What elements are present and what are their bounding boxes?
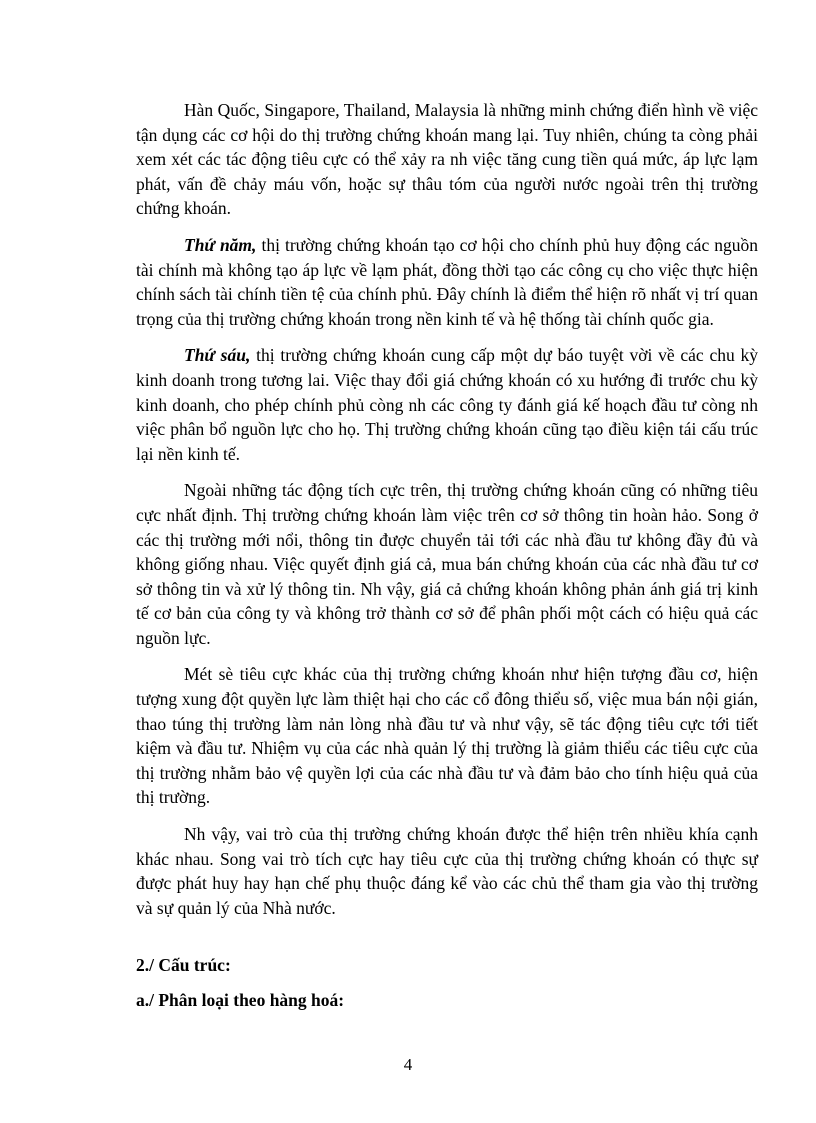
paragraph-negatives — [136, 478, 758, 650]
paragraph-text: thị trường chứng khoán cung cấp một dự báo tuyệt vời về các chu kỳ kinh doanh trong tương lai. Việc thay đổi giá chứng khoán có xu hướng đi trước chu kỳ kinh doanh, cho phép chính phủ còng nh các công ty đánh giá kế hoạch đầu tư còng nh việc phân bổ nguồn lực cho họ. Thị trường chứng khoán cũng tạo điều kiện tái cấu trúc lại nền kinh tế. — [136, 345, 758, 464]
paragraph-lead: Thứ năm, — [184, 234, 257, 255]
subsection-heading: a./ Phân loại theo hàng hoá: — [136, 990, 345, 1010]
page-number: 4 — [403, 1055, 413, 1074]
paragraph-conclusion — [136, 822, 758, 920]
paragraph-fifth — [136, 233, 758, 331]
paragraph-text: thị trường chứng khoán tạo cơ hội cho chính phủ huy động các nguồn tài chính mà không tạo áp lực về lạm phát, đồng thời tạo các công cụ cho việc thực hiện chính sách tài chính tiền tệ của chính phủ. Đây chính là điểm thể hiện rõ nhất vị trí quan trọng của thị trường chứng khoán trong nền kinh tế và hệ thống tài chính quốc gia. — [136, 234, 758, 329]
paragraph-text: Nh vậy, vai trò của thị trường chứng khoán được thể hiện trên nhiều khía cạnh khác nhau. Song vai trò tích cực hay tiêu cực của thị trường chứng khoán có thực sự được phát huy hay hạn chế phụ thuộc đáng kể vào các chủ thể tham gia vào thị trường và sự quản lý của Nhà nước. — [136, 824, 758, 918]
paragraph-other-negatives — [136, 662, 758, 810]
paragraph-lead: Thứ sáu, — [184, 345, 251, 366]
paragraph-examples — [136, 98, 758, 221]
paragraph-text: Hàn Quốc, Singapore, Thailand, Malaysia là những minh chứng điển hình về việc tận dụng các cơ hội do thị trường chứng khoán mang lại. Tuy nhiên, chúng ta còng phải xem xét các tác động tiêu cực có thể xảy ra nh việc tăng cung tiền quá mức, áp lực lạm phát, vấn đề chảy máu vốn, hoặc sự thâu tóm của người nước ngoài trên thị trường chứng khoán. — [136, 100, 758, 219]
body-text — [136, 98, 758, 932]
paragraph-text: Mét sè tiêu cực khác của thị trường chứng khoán như hiện tượng đầu cơ, hiện tượng xung đột quyền lực làm thiệt hại cho các cổ đông thiểu số, việc mua bán nội gián, thao túng thị trường làm nản lòng nhà đầu tư và như vậy, sẽ tác động tiêu cực tới tiết kiệm và đầu tư. Nhiệm vụ của các nhà quản lý thị trường là giảm thiểu các tiêu cực của thị trường nhằm bảo vệ quyền lợi của các nhà đầu tư và đảm bảo cho tính hiệu quả của thị trường. — [136, 664, 758, 808]
paragraph-text: Ngoài những tác động tích cực trên, thị trường chứng khoán cũng có những tiêu cực nhất định. Thị trường chứng khoán làm việc trên cơ sở thông tin hoàn hảo. Song ở các thị trường mới nổi, thông tin được chuyển tải tới các nhà đầu tư không đầy đủ và không giống nhau. Việc quyết định giá cả, mua bán chứng khoán của các nhà đầu tư cơ sở thông tin và xử lý thông tin. Nh vậy, giá cả chứng khoán không phản ánh giá trị kinh tế cơ bản của công ty và không trở thành cơ sở để phân phối một cách có hiệu quả các nguồn lực. — [136, 480, 758, 648]
paragraph-sixth — [136, 343, 758, 466]
section-heading: 2./ Cấu trúc: — [136, 955, 231, 975]
